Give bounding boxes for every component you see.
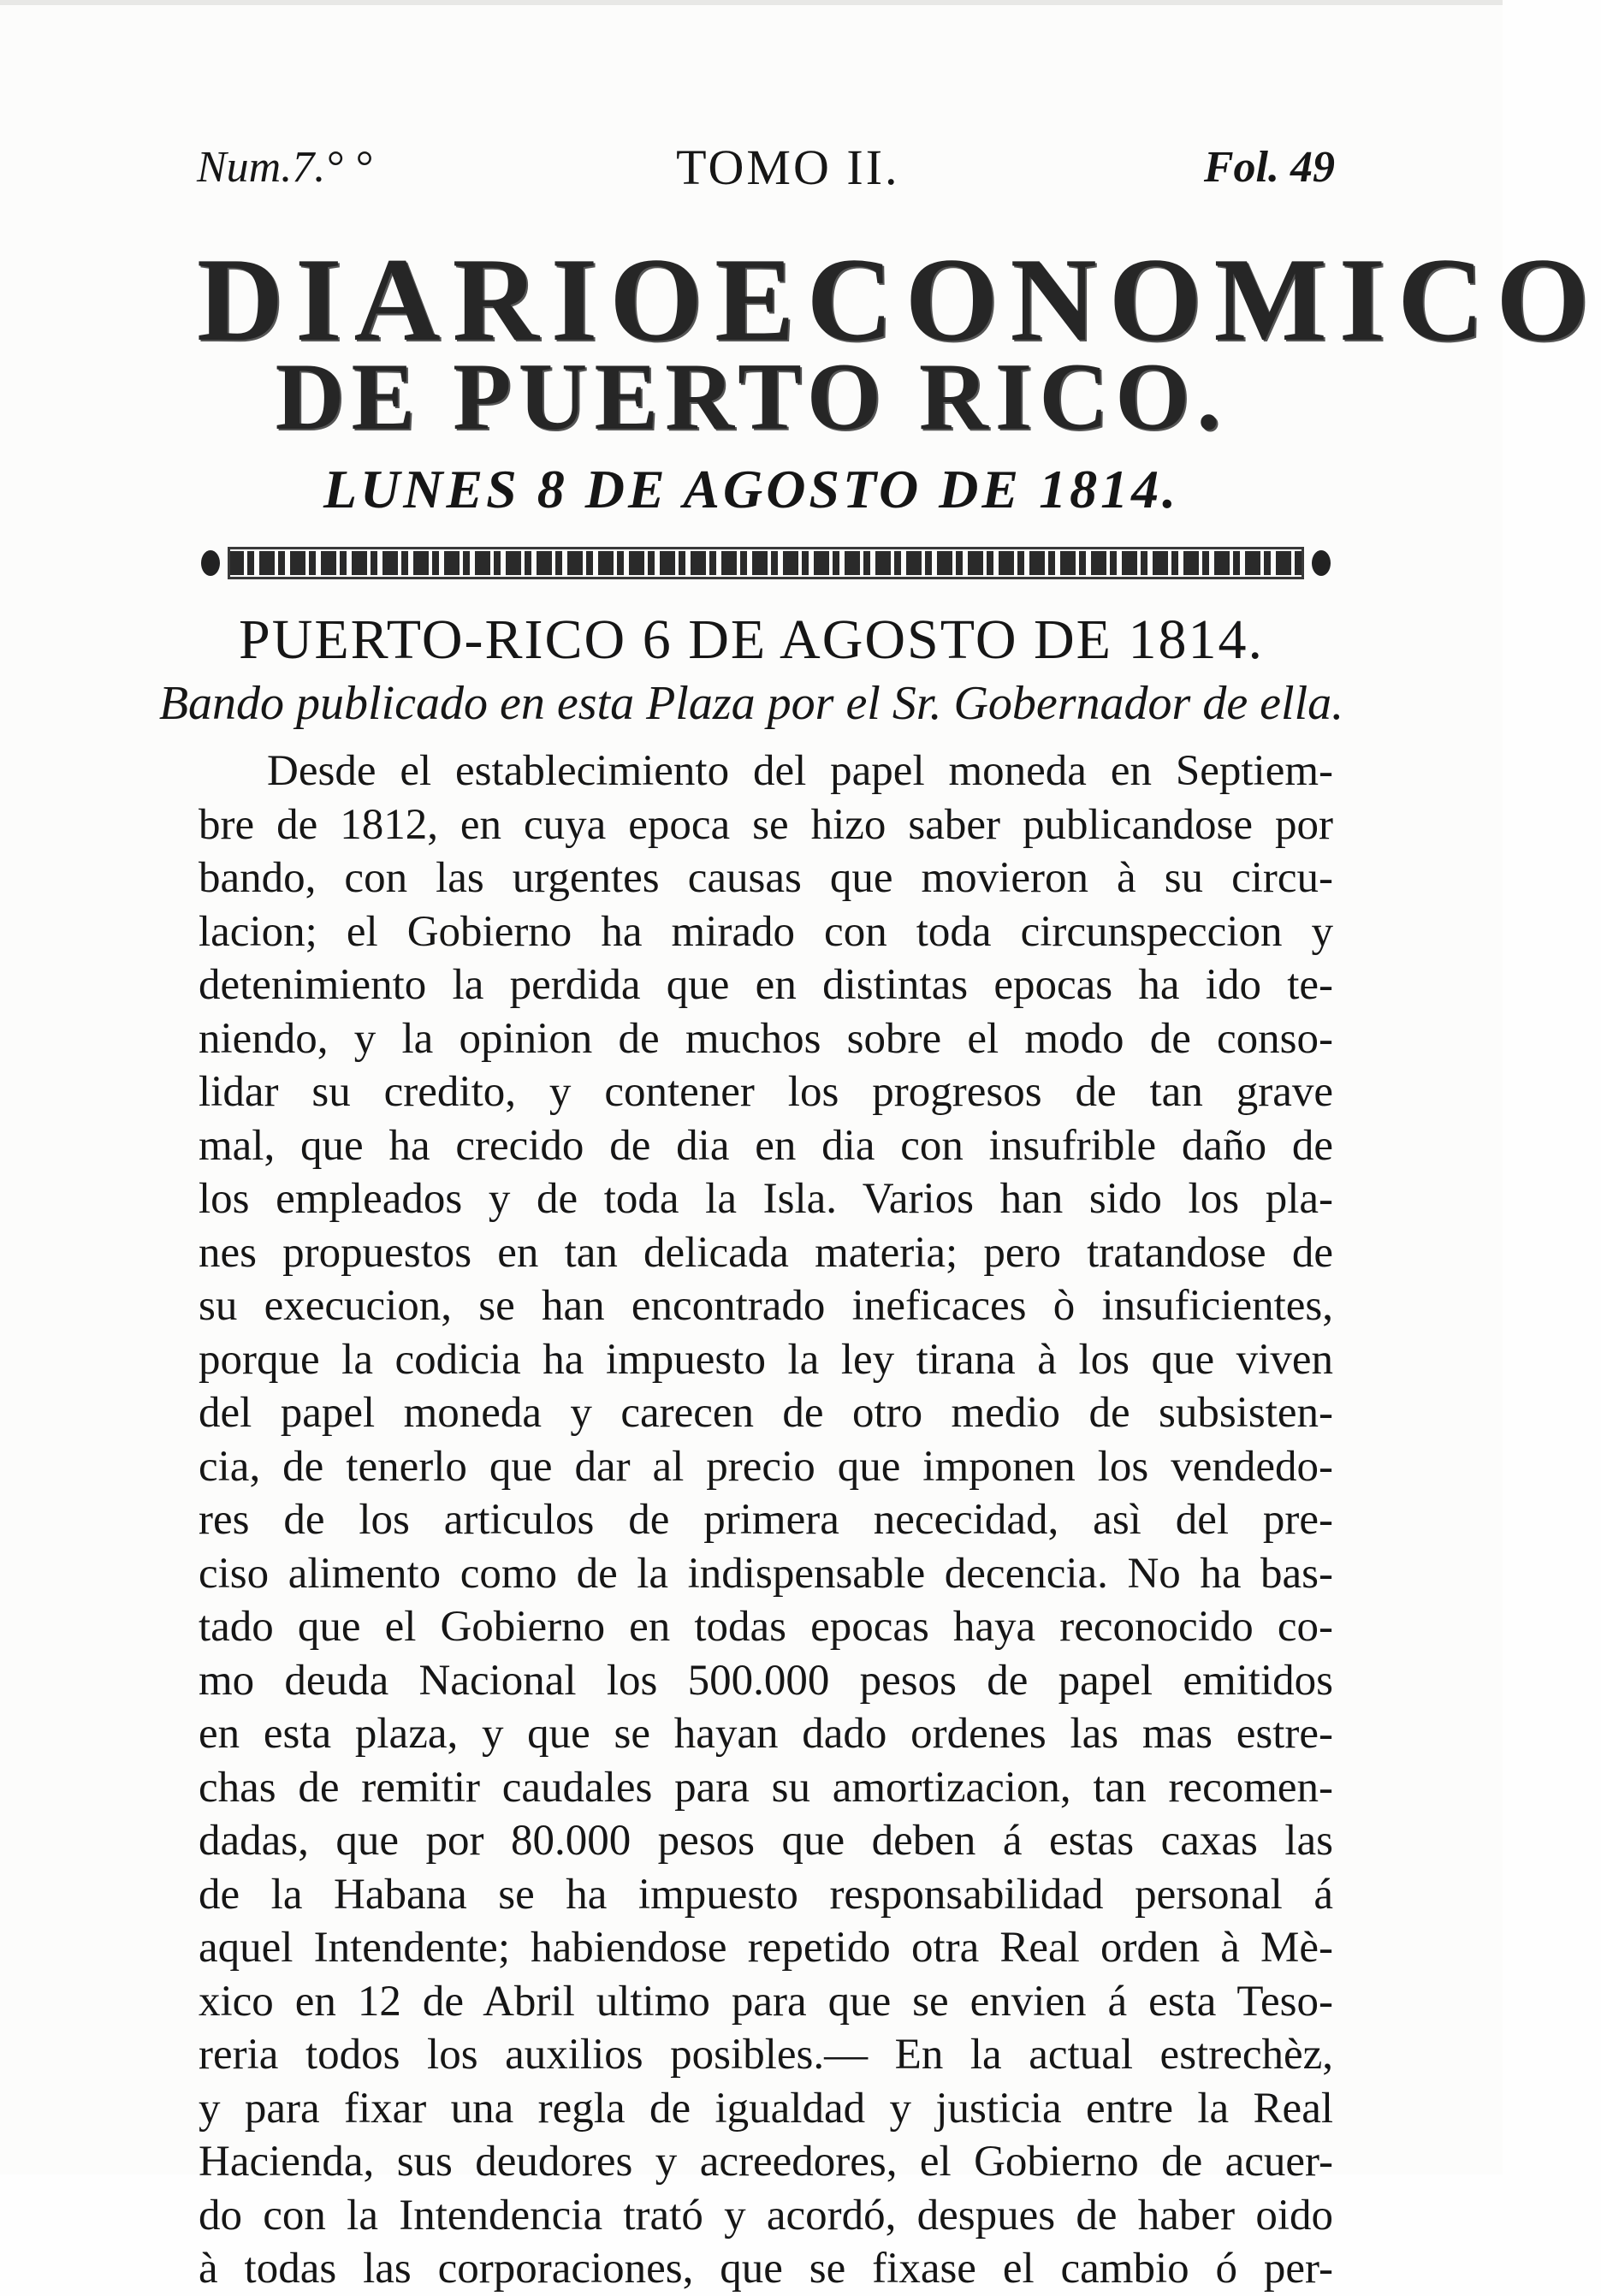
article-line: del papel moneda y carecen de otro medio de subsisten- bbox=[199, 1389, 1333, 1437]
article-body bbox=[199, 745, 1333, 2296]
article-line: dadas, que por 80.000 pesos que deben á estas caxas las bbox=[199, 1817, 1333, 1865]
issue-number: Num.7.° ° bbox=[197, 142, 372, 192]
volume-label: TOMO II. bbox=[676, 139, 900, 195]
article-line: lidar su credito, y contener los progresos de tan grave bbox=[199, 1068, 1333, 1116]
article-line: y para fixar una regla de igualdad y justicia entre la Real bbox=[199, 2084, 1333, 2133]
article-line: mo deuda Nacional los 500.000 pesos de papel emitidos bbox=[199, 1656, 1333, 1705]
article-line: chas de remitir caudales para su amortizacion, tan recomen- bbox=[199, 1763, 1333, 1812]
masthead-title-line2: DE PUERTO RICO. bbox=[275, 344, 1228, 450]
article-line: nes propuestos en tan delicada materia; pero tratandose de bbox=[199, 1228, 1333, 1277]
title-word-diario: DIARIO bbox=[197, 234, 715, 366]
article-line: su execucion, se han encontrado ineficaces ò insuficientes, bbox=[199, 1282, 1333, 1330]
article-line: bando, con las urgentes causas que movieron à su circu- bbox=[199, 854, 1333, 902]
ornament-left-cap bbox=[201, 550, 220, 576]
title-word-economico: ECONOMICO bbox=[715, 234, 1601, 366]
article-line: tado que el Gobierno en todas epocas haya reconocido co- bbox=[199, 1603, 1333, 1651]
article-line: Desde el establecimiento del papel moneda en Septiem- bbox=[267, 747, 1333, 795]
article-line: xico en 12 de Abril ultimo para que se envien á esta Teso- bbox=[199, 1977, 1333, 2026]
article-line: cia, de tenerlo que dar al precio que imponen los vendedo- bbox=[199, 1442, 1333, 1491]
article-line: bre de 1812, en cuya epoca se hizo saber publicandose por bbox=[199, 800, 1333, 849]
article-line: detenimiento la perdida que en distintas epocas ha ido te- bbox=[199, 961, 1333, 1009]
article-line: los empleados y de toda la Isla. Varios han sido los pla- bbox=[199, 1175, 1333, 1223]
article-line: ciso alimento como de la indispensable decencia. No ha bas- bbox=[199, 1549, 1333, 1598]
article-line: porque la codicia ha impuesto la ley tirana à los que viven bbox=[199, 1335, 1333, 1384]
article-line: reria todos los auxilios posibles.— En la actual estrechèz, bbox=[199, 2031, 1333, 2079]
ornament-band bbox=[228, 548, 1303, 578]
ornamental-rule bbox=[201, 543, 1331, 583]
article-line: lacion; el Gobierno ha mirado con toda circunspeccion y bbox=[199, 907, 1333, 956]
article-line: à todas las corporaciones, que se fixase el cambio ó per- bbox=[199, 2245, 1333, 2293]
article-line: do con la Intendencia trató y acordó, despues de haber oido bbox=[199, 2191, 1333, 2240]
masthead-header bbox=[197, 133, 1335, 201]
article-subtitle: Bando publicado en esta Plaza por el Sr. Gobernador de ella. bbox=[158, 677, 1344, 730]
article-line: en esta plaza, y que se hayan dado ordenes las mas estre- bbox=[199, 1710, 1333, 1758]
article-line: Hacienda, sus deudores y acreedores, el Gobierno de acuer- bbox=[199, 2138, 1333, 2186]
article-line: mal, que ha crecido de dia en dia con insufrible daño de bbox=[199, 1121, 1333, 1170]
article-line: res de los articulos de primera nececidad, asì del pre- bbox=[199, 1496, 1333, 1544]
page-edge bbox=[0, 0, 1503, 5]
article-line: aquel Intendente; habiendose repetido otra Real orden à Mè- bbox=[199, 1924, 1333, 1972]
article-line: de la Habana se ha impuesto responsabilidad personal á bbox=[199, 1870, 1333, 1919]
article-place-date: PUERTO-RICO 6 DE AGOSTO DE 1814. bbox=[239, 608, 1264, 671]
folio-number: Fol. 49 bbox=[1203, 142, 1335, 192]
issue-date: LUNES 8 DE AGOSTO DE 1814. bbox=[323, 459, 1180, 519]
article-line: niendo, y la opinion de muchos sobre el modo de conso- bbox=[199, 1014, 1333, 1063]
ornament-right-cap bbox=[1312, 550, 1331, 576]
